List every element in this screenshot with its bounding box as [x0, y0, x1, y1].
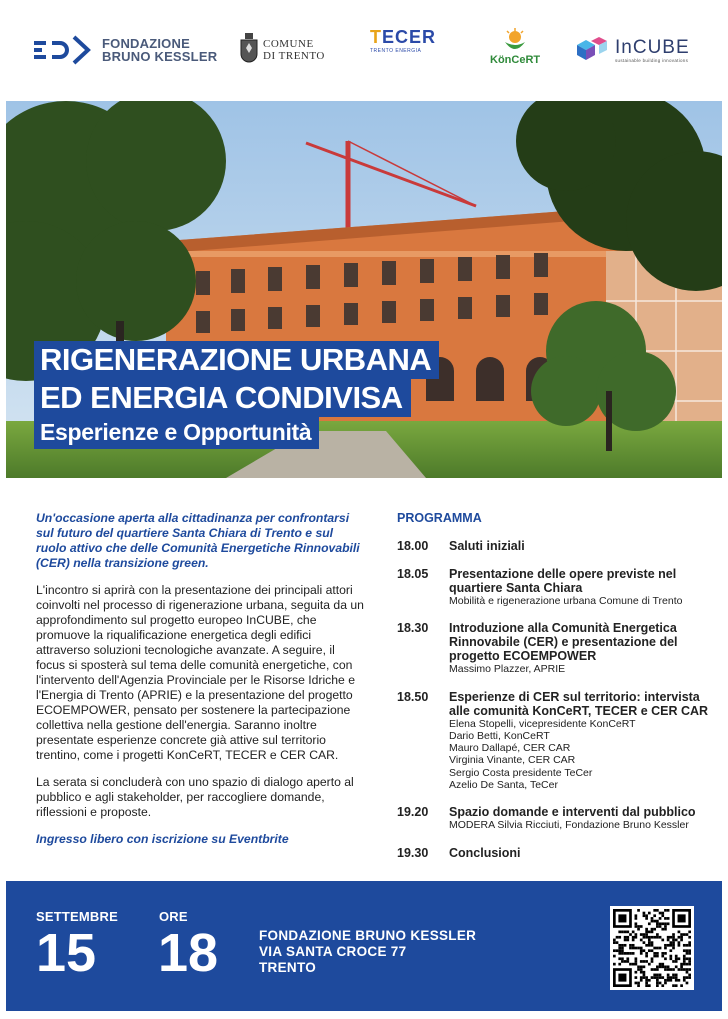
koncert-name: KönCeRT	[490, 54, 541, 66]
month-label: SETTEMBRE	[36, 909, 118, 924]
tecer-name: ECER	[382, 27, 437, 47]
programme-time: 18.50	[397, 689, 429, 704]
programme-item	[397, 621, 717, 675]
incube-name: InCUBE	[615, 36, 690, 58]
programme-item-detail: Sergio Costa presidente TeCer	[449, 766, 593, 779]
incube-subtitle: sustainable building innovations	[615, 57, 689, 63]
programme-item-detail: Dario Betti, KonCeRT	[449, 729, 550, 742]
event-day: 15	[36, 923, 97, 983]
title-line-1: RIGENERAZIONE URBANA	[34, 341, 439, 379]
venue-address	[259, 928, 476, 976]
title-line-2: ED ENERGIA CONDIVISA	[34, 379, 411, 417]
intro-section	[36, 511, 366, 847]
programme-time: 18.05	[397, 567, 429, 581]
programme-title: PROGRAMMA	[397, 511, 482, 525]
fbk-logo	[34, 28, 217, 72]
comune-line2: DI TRENTO	[263, 50, 325, 62]
cubes-icon	[573, 35, 611, 65]
event-hour: 18	[158, 923, 219, 983]
signup-note: Ingresso libero con iscrizione su Eventbrite	[36, 832, 289, 846]
intro-paragraph-1: L'incontro si aprirà con la presentazione dei principali attori coinvolti nel processo di rigenerazione urbana, seguita da un approfondimento sul progetto europeo InCUBE, che promuove la riqualificazione energetica degli edifici attraverso soluzioni tecnologiche avanzate. A seguire, il focus si sposterà sul tema delle comunità energetiche, con l'intervento dell'Agenzia Provinciale per le Risorse Idriche e l'Energia di Trento (APRIE) e la presentazione del progetto ECOEMPOWER, pensato per sostenere la partecipazione collettiva nella gestione dell'energia. Saranno inoltre presentate esperienze concrete già attive sul territorio trentino, come i progetti KonCeRT, TECER e CER CAR.	[36, 583, 364, 762]
programme-item-title: Presentazione delle opere previste nel quartiere Santa Chiara	[449, 567, 677, 595]
programme-item	[397, 690, 717, 792]
time-label: ORE	[159, 909, 188, 924]
programme-item-detail: Mauro Dallapé, CER CAR	[449, 742, 571, 755]
programme-time: 18.30	[397, 621, 429, 636]
programme-item-detail: Mobilità e rigenerazione urbana Comune di Trento	[449, 595, 683, 607]
programme-item	[397, 805, 717, 831]
programme-item-detail: Virginia Vinante, CER CAR	[449, 754, 576, 767]
programme-item-detail: Massimo Plazzer, APRIE	[449, 663, 566, 676]
programme-item-title: Spazio domande e interventi dal pubblico	[449, 805, 696, 820]
programme-item-title: Esperienze di CER sul territorio: intervista alle comunità KonCeRT, TECER e CER CAR	[449, 689, 709, 718]
tecer-t: T	[370, 27, 382, 47]
tecer-logo	[370, 28, 436, 72]
qr-code[interactable]	[610, 906, 694, 990]
programme-item-detail: Elena Stopelli, vicepresidente KonCeRT	[449, 717, 636, 730]
comune-line1: COMUNE	[263, 38, 314, 50]
programme-time: 19.20	[397, 805, 429, 820]
koncert-logo	[490, 28, 540, 72]
programme-item-detail: Azelio De Santa, TeCer	[449, 779, 558, 792]
title-subtitle: Esperienze e Opportunità	[34, 417, 319, 449]
programme-item	[397, 846, 717, 860]
crest-icon	[240, 33, 258, 67]
incube-logo	[573, 28, 690, 72]
comune-logo	[240, 28, 325, 72]
venue-line-2: VIA SANTA CROCE 77	[259, 944, 407, 959]
fbk-mark-icon	[34, 33, 96, 67]
logo-bar	[0, 0, 728, 100]
programme-item	[397, 567, 717, 607]
programme-item-title: Conclusioni	[449, 845, 521, 860]
intro-lead: Un'occasione aperta alla cittadinanza per confrontarsi sul futuro del quartiere Santa Chiara di Trento e sul ruolo attivo che delle Comunità Energetiche Rinnovabili (CER) nella transizione green.	[36, 511, 360, 570]
fbk-line1: FONDAZIONE	[102, 36, 190, 51]
hero-photo	[6, 101, 722, 478]
programme-item-title: Introduzione alla Comunità Energetica Rinnovabile (CER) e presentazione del progetto ECOEMPOWER	[449, 621, 678, 664]
programme-time: 19.30	[397, 845, 429, 860]
intro-paragraph-2: La serata si concluderà con uno spazio di dialogo aperto al pubblico e agli stakeholder, per raccogliere domande, riflessioni e proposte.	[36, 775, 354, 819]
programme	[397, 511, 717, 874]
tecer-subtitle: TRENTO ENERGIA	[370, 48, 422, 54]
programme-item	[397, 539, 717, 553]
venue-line-3: TRENTO	[259, 960, 317, 975]
programme-item-title: Saluti iniziali	[449, 539, 525, 553]
venue-line-1: FONDAZIONE BRUNO KESSLER	[259, 928, 477, 943]
qr-code-icon	[613, 909, 691, 987]
programme-list	[397, 539, 717, 860]
programme-item-detail: MODERA Silvia Ricciuti, Fondazione Bruno Kessler	[449, 819, 689, 832]
event-title	[34, 341, 439, 449]
fbk-line2: BRUNO KESSLER	[102, 49, 218, 64]
sun-leaf-icon	[502, 28, 528, 52]
event-footer	[6, 881, 722, 1011]
programme-time: 18.00	[397, 539, 429, 553]
